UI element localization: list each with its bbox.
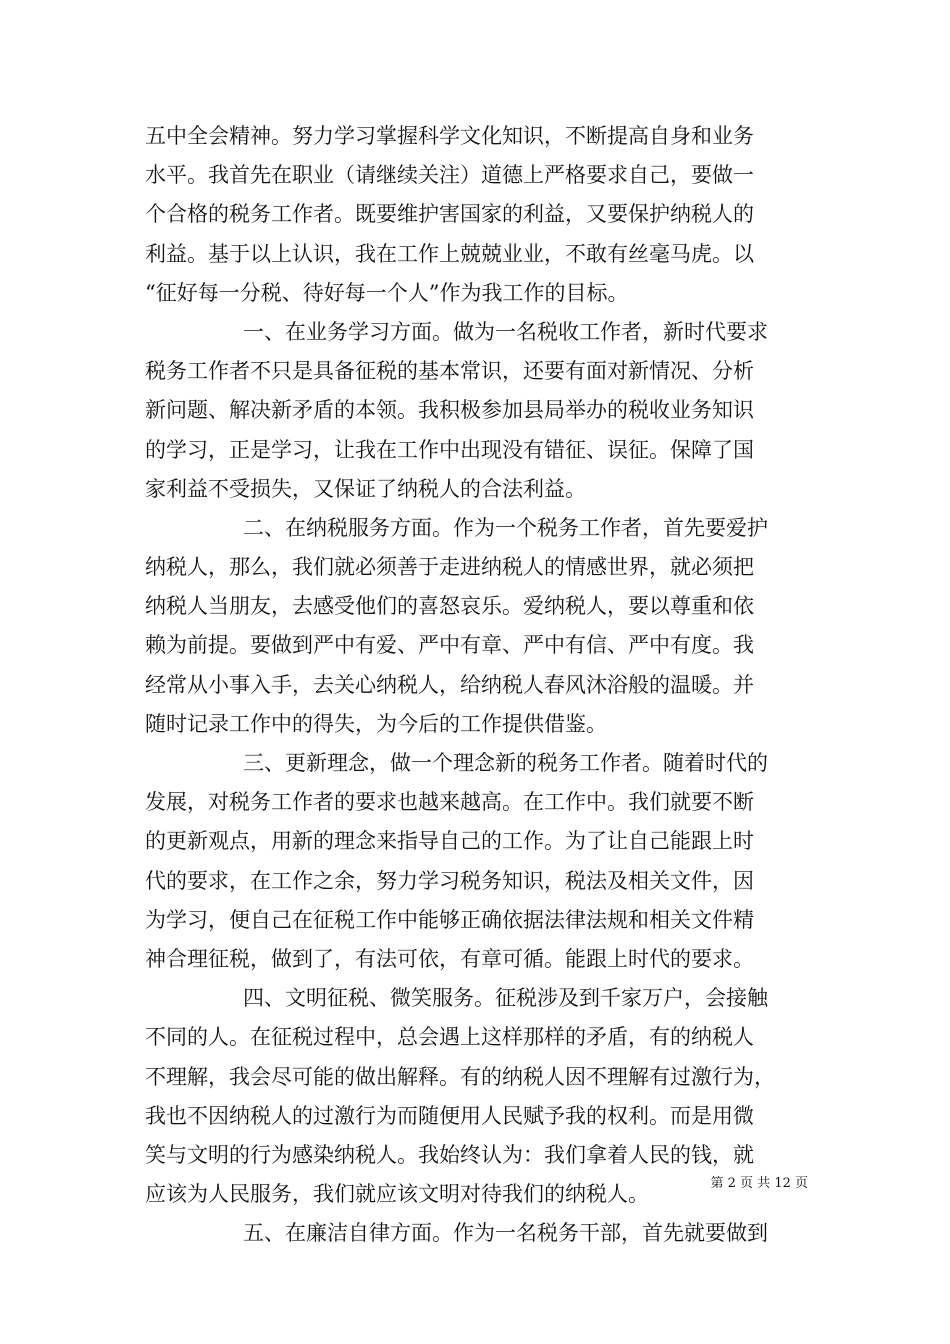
text-line: 纳税人当朋友，去感受他们的喜怒哀乐。爱纳税人，要以尊重和依 xyxy=(145,594,754,619)
text-line: 我也不因纳税人的过激行为而随便用人民赋予我的权利。而是用微 xyxy=(145,1103,754,1128)
text-line: 税务工作者不只是具备征税的基本常识，还要有面对新情况、分析 xyxy=(145,359,754,384)
page-number-footer: 第 2 页 共 12 页 xyxy=(710,1176,808,1191)
text-line: 经常从小事入手，去关心纳税人，给纳税人春风沐浴般的温暖。并 xyxy=(145,672,754,697)
paragraph-start-line: 二、在纳税服务方面。作为一个税务工作者，首先要爱护 xyxy=(243,515,768,540)
text-line: 随时记录工作中的得失，为今后的工作提供借鉴。 xyxy=(145,711,607,736)
text-line: 利益。基于以上认识，我在工作上兢兢业业，不敢有丝毫马虎。以 xyxy=(145,241,754,266)
text-line: 笑与文明的行为感染纳税人。我始终认为：我们拿着人民的钱，就 xyxy=(145,1142,754,1167)
text-line: 的更新观点，用新的理念来指导自己的工作。为了让自己能跟上时 xyxy=(145,829,754,854)
text-line: 家利益不受损失，又保证了纳税人的合法利益。 xyxy=(145,476,586,501)
text-line: 纳税人，那么，我们就必须善于走进纳税人的情感世界，就必须把 xyxy=(145,555,754,580)
body-text xyxy=(145,117,805,1253)
text-line: 不理解，我会尽可能的做出解释。有的纳税人因不理解有过激行为， xyxy=(145,1064,775,1089)
text-line: 发展，对税务工作者的要求也越来越高。在工作中。我们就要不断 xyxy=(145,790,754,815)
text-line: 不同的人。在征税过程中，总会遇上这样那样的矛盾，有的纳税人 xyxy=(145,1025,754,1050)
paragraph-start-line: 四、文明征税、微笑服务。征税涉及到千家万户，会接触 xyxy=(243,986,768,1011)
text-line: 个合格的税务工作者。既要维护害国家的利益，又要保护纳税人的 xyxy=(145,202,754,227)
text-line: 神合理征税，做到了，有法可依，有章可循。能跟上时代的要求。 xyxy=(145,946,754,971)
text-line: 代的要求，在工作之余，努力学习税务知识，税法及相关文件，因 xyxy=(145,868,754,893)
text-line: “征好每一分税、待好每一个人”作为我工作的目标。 xyxy=(145,280,629,305)
paragraph-start-line: 三、更新理念，做一个理念新的税务工作者。随着时代的 xyxy=(243,751,768,775)
text-line: 新问题、解决新矛盾的本领。我积极参加县局举办的税收业务知识 xyxy=(145,398,754,423)
text-line: 赖为前提。要做到严中有爱、严中有章、严中有信、严中有度。我 xyxy=(145,633,754,658)
text-line: 为学习，便自己在征税工作中能够正确依据法律法规和相关文件精 xyxy=(145,907,754,932)
paragraph-start-line: 一、在业务学习方面。做为一名税收工作者，新时代要求 xyxy=(243,319,768,344)
text-line: 应该为人民服务，我们就应该文明对待我们的纳税人。 xyxy=(145,1182,649,1207)
text-line: 的学习，正是学习，让我在工作中出现没有错征、误征。保障了国 xyxy=(145,437,754,462)
text-line: 水平。我首先在职业（请继续关注）道德上严格要求自己，要做一 xyxy=(145,163,754,188)
text-line: 五中全会精神。努力学习掌握科学文化知识，不断提高自身和业务 xyxy=(145,124,754,148)
paragraph-start-line: 五、在廉洁自律方面。作为一名税务干部，首先就要做到 xyxy=(243,1221,768,1246)
